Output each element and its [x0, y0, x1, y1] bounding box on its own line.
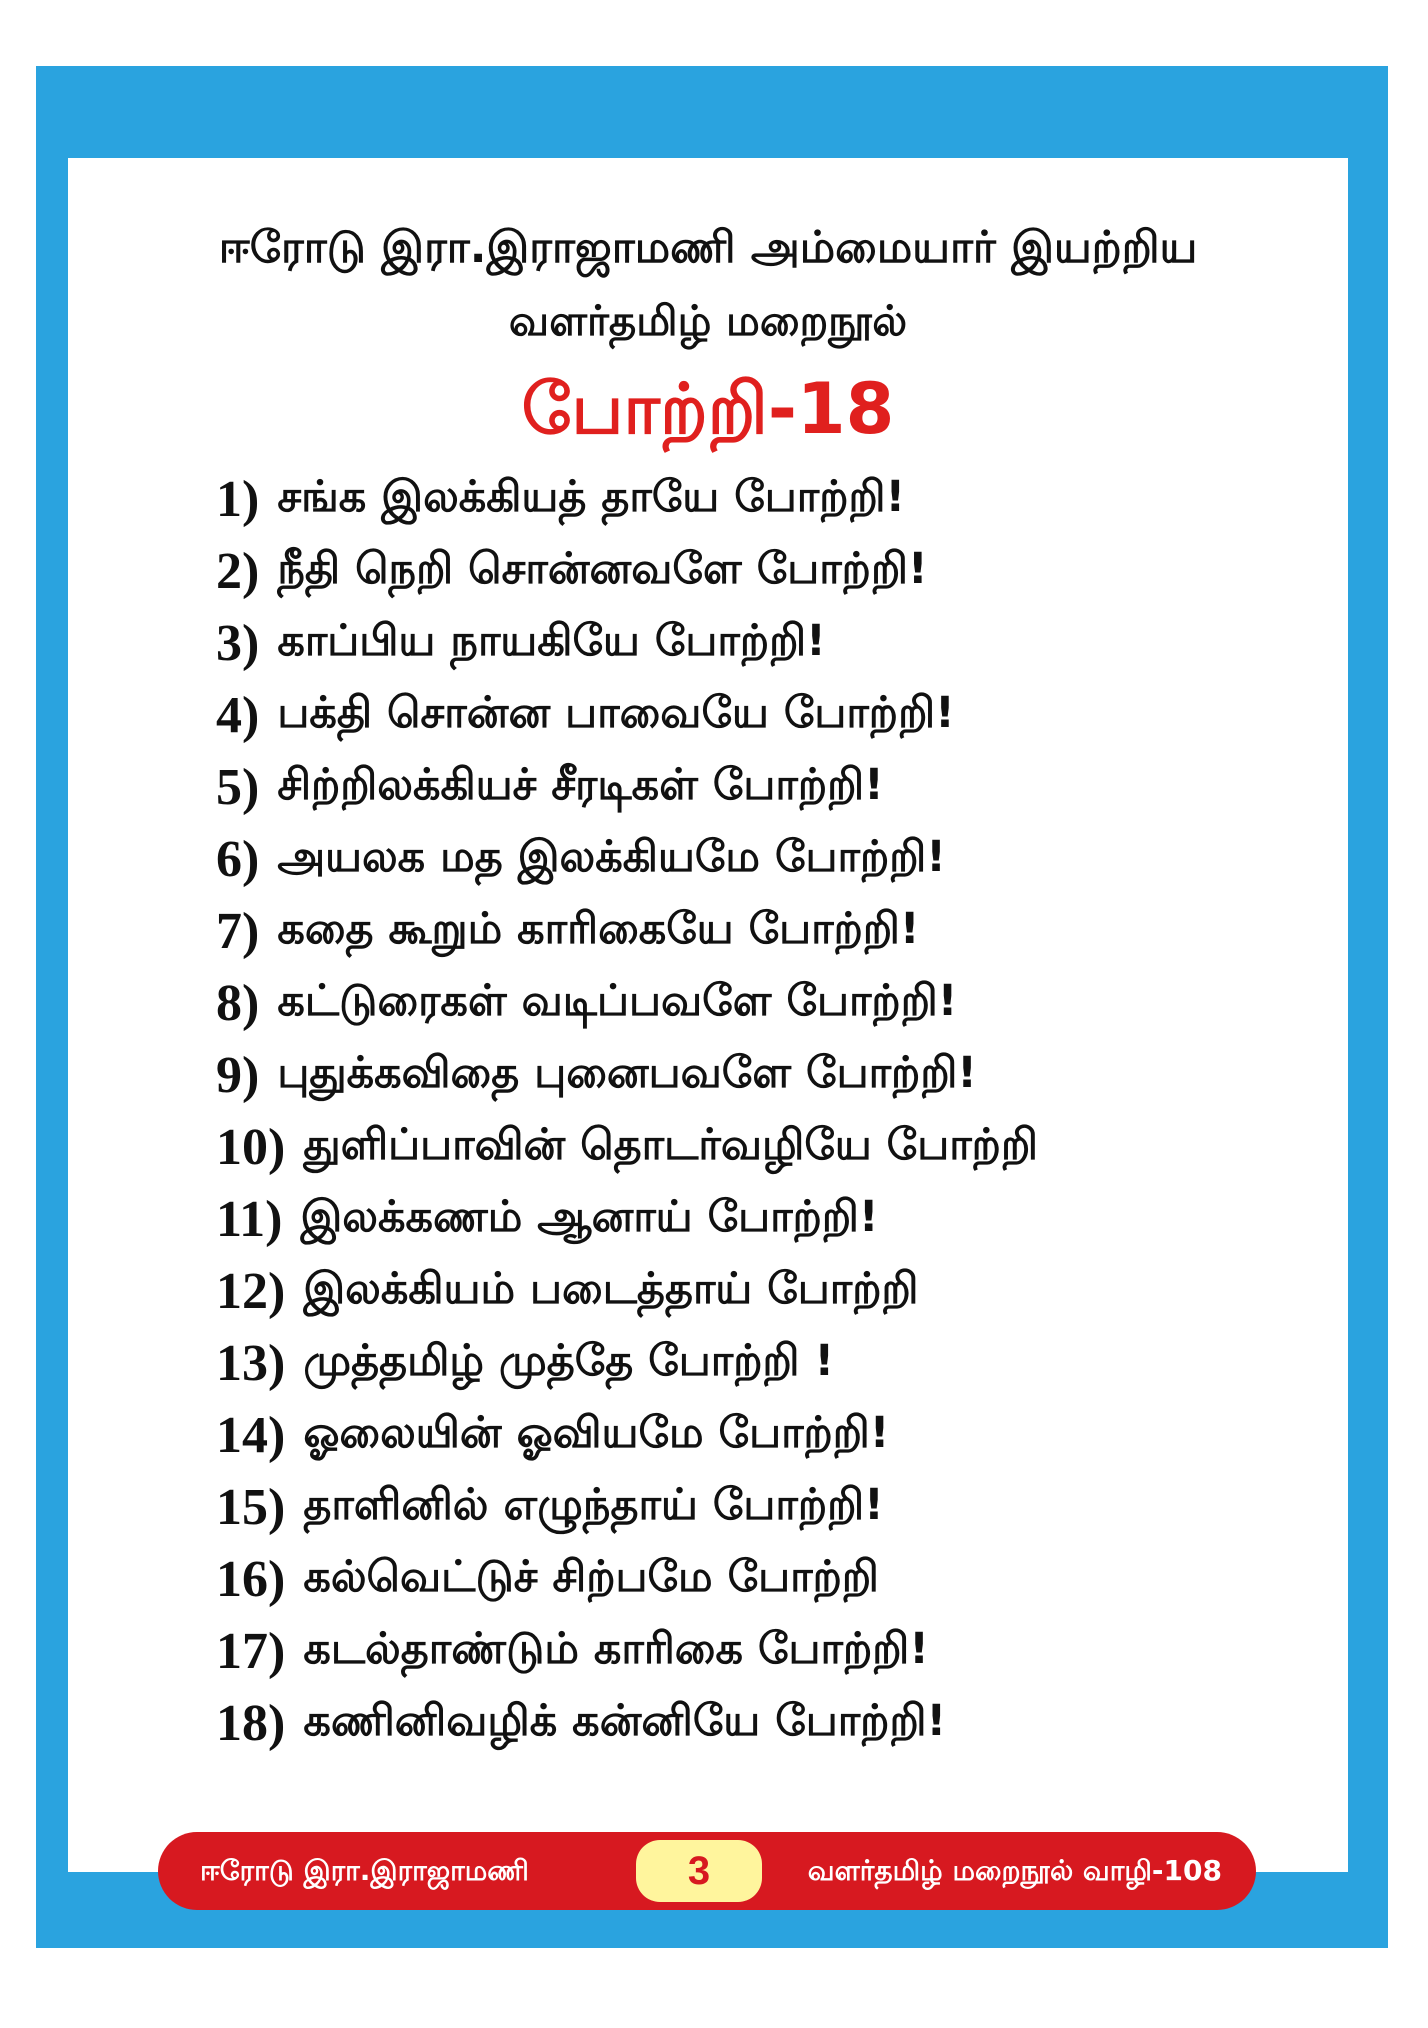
- item-text: அயலக மத இலக்கியமே போற்றி!: [277, 831, 946, 882]
- item-text: சங்க இலக்கியத் தாயே போற்றி!: [277, 471, 906, 522]
- list-item: [216, 1687, 1038, 1759]
- footer-book: வளர்தமிழ் மறைநூல் வாழி-108: [807, 1854, 1222, 1887]
- list-item: [216, 1111, 1038, 1183]
- item-text: இலக்கணம் ஆனாய் போற்றி!: [300, 1191, 879, 1242]
- book-title: வளர்தமிழ் மறைநூல்: [508, 296, 908, 345]
- item-number: 10): [216, 1118, 286, 1176]
- list-item: [216, 1327, 1038, 1399]
- item-text: இலக்கியம் படைத்தாய் போற்றி: [303, 1263, 919, 1314]
- footer-bar: [158, 1832, 1256, 1910]
- item-number: 2): [216, 542, 260, 600]
- item-text: நீதி நெறி சொன்னவளே போற்றி!: [277, 543, 928, 594]
- list-item: [216, 1183, 1038, 1255]
- list-item: [216, 1543, 1038, 1615]
- item-text: பக்தி சொன்ன பாவையே போற்றி!: [277, 687, 955, 738]
- list-item: [216, 1615, 1038, 1687]
- list-item: [216, 895, 1038, 967]
- item-number: 5): [216, 758, 260, 816]
- item-text: கதை கூறும் காரிகையே போற்றி!: [277, 903, 920, 954]
- list-item: [216, 967, 1038, 1039]
- item-number: 8): [216, 974, 260, 1032]
- page-title: போற்றி-18: [521, 368, 895, 450]
- page-panel: [68, 158, 1348, 1872]
- list-item: [216, 751, 1038, 823]
- item-text: காப்பிய நாயகியே போற்றி!: [277, 615, 826, 666]
- item-text: துளிப்பாவின் தொடர்வழியே போற்றி: [303, 1119, 1038, 1170]
- item-number: 11): [216, 1190, 283, 1248]
- item-number: 16): [216, 1550, 286, 1608]
- item-number: 7): [216, 902, 260, 960]
- item-text: தாளினில் எழுந்தாய் போற்றி!: [303, 1479, 884, 1530]
- list-item: [216, 1039, 1038, 1111]
- item-number: 4): [216, 686, 260, 744]
- footer-author: ஈரோடு இரா.இராஜாமணி: [200, 1854, 529, 1887]
- item-number: 13): [216, 1334, 286, 1392]
- item-number: 6): [216, 830, 260, 888]
- list-item: [216, 607, 1038, 679]
- author-line: ஈரோடு இரா.இராஜாமணி அம்மையார் இயற்றிய: [218, 222, 1198, 273]
- item-text: புதுக்கவிதை புனைபவளே போற்றி!: [277, 1047, 977, 1098]
- list-item: [216, 679, 1038, 751]
- item-text: கல்வெட்டுச் சிற்பமே போற்றி: [303, 1551, 879, 1602]
- item-number: 9): [216, 1046, 260, 1104]
- item-number: 18): [216, 1694, 286, 1752]
- list-item: [216, 463, 1038, 535]
- list-item: [216, 823, 1038, 895]
- item-text: சிற்றிலக்கியச் சீரடிகள் போற்றி!: [277, 759, 884, 810]
- item-number: 1): [216, 470, 260, 528]
- item-number: 12): [216, 1262, 286, 1320]
- list-item: [216, 1399, 1038, 1471]
- item-text: முத்தமிழ் முத்தே போற்றி !: [303, 1335, 835, 1386]
- item-number: 15): [216, 1478, 286, 1536]
- praise-list: [216, 463, 1038, 1759]
- list-item: [216, 1471, 1038, 1543]
- list-item: [216, 535, 1038, 607]
- item-text: கடல்தாண்டும் காரிகை போற்றி!: [303, 1623, 929, 1674]
- item-text: கட்டுரைகள் வடிப்பவளே போற்றி!: [277, 975, 958, 1026]
- page-number-badge: 3: [636, 1840, 762, 1902]
- item-number: 14): [216, 1406, 286, 1464]
- item-text: ஓலையின் ஓவியமே போற்றி!: [303, 1407, 890, 1458]
- item-text: கணினிவழிக் கன்னியே போற்றி!: [303, 1695, 947, 1746]
- item-number: 17): [216, 1622, 286, 1680]
- list-item: [216, 1255, 1038, 1327]
- item-number: 3): [216, 614, 260, 672]
